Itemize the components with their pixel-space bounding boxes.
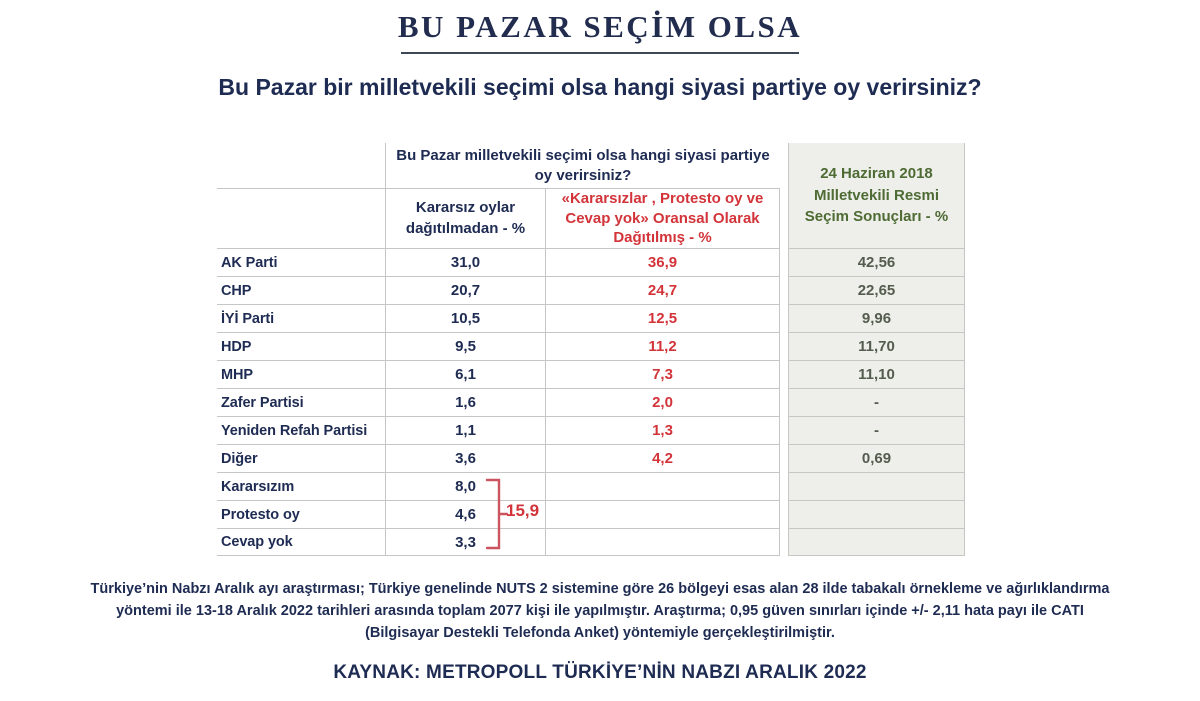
undecided-total-label: 15,9 — [506, 501, 540, 520]
value-official-2018 — [788, 500, 965, 528]
value-official-2018: - — [788, 416, 965, 444]
party-name: Yeniden Refah Partisi — [217, 416, 385, 444]
value-official-2018 — [788, 472, 965, 500]
column-header-distributed: «Kararsızlar , Protesto oy ve Cevap yok» Oransal Olarak Dağıtılmış - % — [545, 188, 780, 248]
methodology-line-2: yöntemi ile 13-18 Aralık 2022 tarihleri arasında toplam 2077 kişi ile yapılmıştır. Araştırma; 0,95 güven sınırları içinde +/- 2,11 hata payı ile CATI — [116, 603, 1084, 620]
value-official-2018: 22,65 — [788, 276, 965, 304]
party-name: MHP — [217, 360, 385, 388]
value-undistributed: 3,6 — [385, 444, 545, 472]
value-distributed: 1,3 — [545, 416, 780, 444]
value-distributed: 7,3 — [545, 360, 780, 388]
poll-table — [217, 143, 965, 556]
value-official-2018: 11,10 — [788, 360, 965, 388]
value-distributed: 24,7 — [545, 276, 780, 304]
value-distributed — [545, 500, 780, 528]
party-name: Kararsızım — [217, 472, 385, 500]
value-distributed: 12,5 — [545, 304, 780, 332]
party-name: İYİ Parti — [217, 304, 385, 332]
title-underline — [401, 52, 799, 54]
table-span-header: Bu Pazar milletvekili seçimi olsa hangi siyasi partiye oy verirsiniz? — [385, 143, 780, 188]
value-distributed: 4,2 — [545, 444, 780, 472]
party-column-top-border — [217, 188, 385, 248]
party-name: Diğer — [217, 444, 385, 472]
party-name: HDP — [217, 332, 385, 360]
value-official-2018: - — [788, 388, 965, 416]
value-distributed: 11,2 — [545, 332, 780, 360]
value-undistributed: 4,6 — [385, 500, 545, 528]
value-official-2018: 42,56 — [788, 248, 965, 276]
poll-question: Bu Pazar bir milletvekili seçimi olsa hangi siyasi partiye oy verirsiniz? — [218, 74, 982, 100]
party-name: Zafer Partisi — [217, 388, 385, 416]
party-name: CHP — [217, 276, 385, 304]
value-distributed — [545, 528, 780, 556]
methodology-note — [30, 578, 1170, 644]
value-undistributed: 6,1 — [385, 360, 545, 388]
value-undistributed: 9,5 — [385, 332, 545, 360]
value-undistributed: 10,5 — [385, 304, 545, 332]
value-undistributed: 1,1 — [385, 416, 545, 444]
value-distributed: 2,0 — [545, 388, 780, 416]
page-title: BU PAZAR SEÇİM OLSA — [397, 9, 803, 44]
value-undistributed: 3,3 — [385, 528, 545, 556]
column-header-official-2018: 24 Haziran 2018 Milletvekili Resmi Seçim Sonuçları - % — [788, 143, 965, 248]
party-name: Cevap yok — [217, 528, 385, 556]
value-undistributed: 8,0 — [385, 472, 545, 500]
value-official-2018: 9,96 — [788, 304, 965, 332]
methodology-line-3: (Bilgisayar Destekli Telefonda Anket) yöntemiyle gerçekleştirilmiştir. — [365, 625, 835, 642]
value-undistributed: 31,0 — [385, 248, 545, 276]
column-header-undistributed: Kararsız oylar dağıtılmadan - % — [385, 188, 545, 248]
source-credit: KAYNAK: METROPOLL TÜRKİYE’NİN NABZI ARALIK 2022 — [333, 662, 867, 683]
value-official-2018 — [788, 528, 965, 556]
methodology-line-1: Türkiye’nin Nabzı Aralık ayı araştırması; Türkiye genelinde NUTS 2 sistemine göre 26 bölgeyi esas alan 28 ilde tabakalı örnekleme ve ağırlıklandırma — [90, 581, 1110, 597]
value-official-2018: 11,70 — [788, 332, 965, 360]
value-undistributed: 1,6 — [385, 388, 545, 416]
value-distributed — [545, 472, 780, 500]
value-distributed: 36,9 — [545, 248, 780, 276]
party-name: Protesto oy — [217, 500, 385, 528]
value-undistributed: 20,7 — [385, 276, 545, 304]
party-name: AK Parti — [217, 248, 385, 276]
value-official-2018: 0,69 — [788, 444, 965, 472]
